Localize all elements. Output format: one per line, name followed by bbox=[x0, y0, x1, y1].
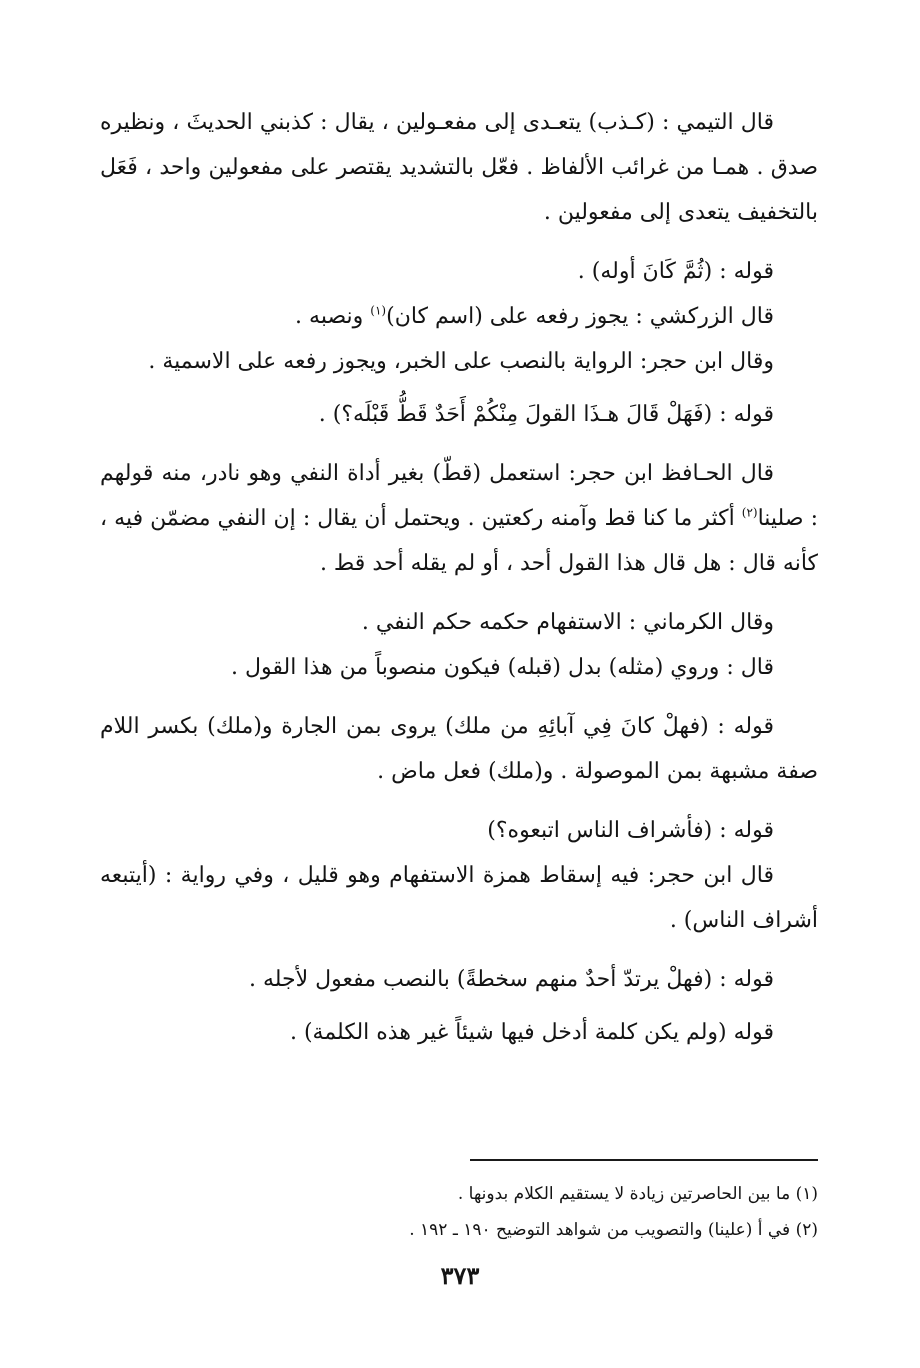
footnote-divider bbox=[470, 1159, 818, 1161]
zarkashi-tail: ونصبه . bbox=[295, 304, 371, 329]
page-number: ٣٧٣ bbox=[440, 1261, 480, 1290]
footnote-1: (١) ما بين الحاصرتين زيادة لا يستقيم الكلام بدونها . bbox=[457, 1184, 818, 1204]
footnote-2: (٢) في أ (علينا) والتصويب من شواهد التوضيح ١٩٠ ـ ١٩٢ . bbox=[409, 1220, 818, 1240]
paragraph-kirmani: وقال الكرماني : الاستفهام حكمه حكم النفي . bbox=[361, 610, 774, 635]
main-text bbox=[100, 100, 818, 1055]
zarkashi-text: قال الزركشي : يجوز رفعه على (اسم كان) bbox=[386, 304, 774, 329]
footnotes bbox=[300, 1176, 818, 1248]
paragraph-qawluhu-ashraf: قوله : (فأشراف الناس اتبعوه؟) bbox=[487, 818, 774, 843]
paragraph-qawluhu-yartadd: قوله : (فهلْ يرتدّ أحدٌ منهم سخطةً) بالنصب مفعول لأجله . bbox=[248, 967, 774, 992]
paragraph-ibn-hajar-riwaya: وقال ابن حجر: الرواية بالنصب على الخبر، ويجوز رفعه على الاسمية . bbox=[148, 349, 774, 374]
hafiz-tail: أكثر ما كنا قط وآمنه ركعتين . ويحتمل أن يقال : إن النفي مضمّن فيه ، كأنه قال : هل قال هذا القول أحد ، أو لم يقله أحد قط . bbox=[100, 506, 818, 576]
paragraph-hafiz-ibn-hajar bbox=[100, 451, 818, 586]
paragraph-ibn-hajar-isqat: قال ابن حجر: فيه إسقاط همزة الاستفهام وهو قليل ، وفي رواية : (أيتبعه أشراف الناس) . bbox=[100, 863, 818, 933]
footnote-marker-2: (٢) bbox=[741, 505, 758, 520]
paragraph-zarkashi bbox=[100, 294, 818, 339]
hafiz-text: قال الحـافظ ابن حجر: استعمل (قطّ) بغير أداة النفي وهو نادر، منه قولهم : صلينا bbox=[100, 461, 818, 531]
paragraph-qawluhu-kalima: قوله (ولم يكن كلمة أدخل فيها شيئاً غير هذه الكلمة) . bbox=[289, 1020, 774, 1045]
footnote-marker-1: (١) bbox=[370, 303, 387, 318]
paragraph-qawluhu-malik: قوله : (فهلْ كانَ فِي آبائِهِ من ملك) يروى بمن الجارة و(ملك) بكسر اللام صفة مشبهة بمن الموصولة . و(ملك) فعل ماض . bbox=[100, 714, 818, 784]
paragraph-qawluhu-fahal-qala: قوله : (فَهَلْ قَالَ هـذَا القولَ مِنْكُمْ أَحَدٌ قَطُّ قَبْلَه؟) . bbox=[318, 402, 774, 427]
paragraph-qawluhu-thumma: قوله : (ثُمَّ كَانَ أوله) . bbox=[577, 259, 774, 284]
paragraph-kirmani-riwaya: قال : وروي (مثله) بدل (قبله) فيكون منصوباً من هذا القول . bbox=[231, 655, 774, 680]
paragraph-taymi: قال التيمي : (كـذب) يتعـدى إلى مفعـولين ، يقال : كذبني الحديثَ ، ونظيره صدق . همـا من غرائب الألفاظ . فعّل بالتشديد يقتصر على مفعولين واحد ، فَعَل بالتخفيف يتعدى إلى مفعولين . bbox=[100, 110, 818, 225]
